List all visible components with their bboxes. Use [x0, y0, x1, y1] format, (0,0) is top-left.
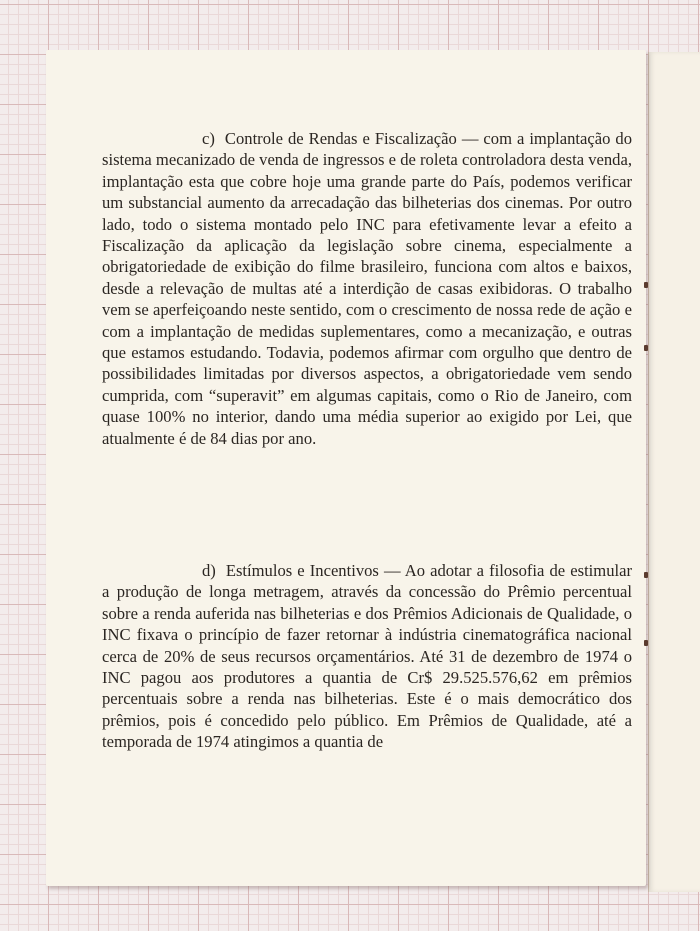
binding-staple-mark: [644, 282, 648, 288]
binding-staple-mark: [644, 345, 648, 351]
adjacent-page-edge: [648, 52, 700, 892]
section-d: [102, 560, 632, 753]
section-d-text: Estímulos e Incentivos — Ao adotar a filosofia de estimular a produção de longa metragem, através da concessão do Prêmio percentual sobre a renda auferida nas bilheterias e dos Prêmios Adicionais de Qualidade, o INC fixava o princípio de fazer retornar à indústria cinematográfica nacional cerca de 20% de seus recursos orçamentários. Até 31 de dezembro de 1974 o INC pagou aos produtores a quantia de Cr$ 29.525.576,62 em prêmios percentuais sobre a renda nas bilheterias. Este é o mais democrático dos prêmios, pois é concedido pelo público. Em Prêmios de Qualidade, até a temporada de 1974 atingimos a quantia de: [102, 561, 632, 752]
section-c-label: c): [202, 129, 215, 148]
binding-staple-mark: [644, 640, 648, 646]
document-page: [46, 50, 646, 886]
section-c: [102, 128, 632, 449]
section-d-label: d): [202, 561, 216, 580]
section-c-text: Controle de Rendas e Fiscalização — com a implantação do sistema mecanizado de venda de ingressos e de roleta controladora desta venda, implantação esta que cobre hoje uma grande parte do País, podemos verificar um substancial aumento da arrecadação das bilheterias dos cinemas. Por outro lado, todo o sistema montado pelo INC para efetivamente levar a efeito a Fiscalização da aplicação da legislação sobre cinema, especialmente a obrigatoriedade de exibição do filme brasileiro, funciona com altos e baixos, desde a relevação de multas até a interdição de casas exibidoras. O trabalho vem se aperfeiçoando neste sentido, com o crescimento de nossa rede de ação e com a implantação de medidas suplementares, como a mecanização, e outras que estamos estudando. Todavia, podemos afirmar com orgulho que dentro de possibilidades limitadas por diversos aspectos, a obrigatoriedade vem sendo cumprida, com “superavit” em algumas capitais, como o Rio de Janeiro, com quase 100% no interior, dando uma média superior ao exigido por Lei, que atualmente é de 84 dias por ano.: [102, 129, 632, 448]
binding-staple-mark: [644, 572, 648, 578]
section-c-paragraph: [102, 128, 632, 449]
section-d-paragraph: [102, 560, 632, 753]
